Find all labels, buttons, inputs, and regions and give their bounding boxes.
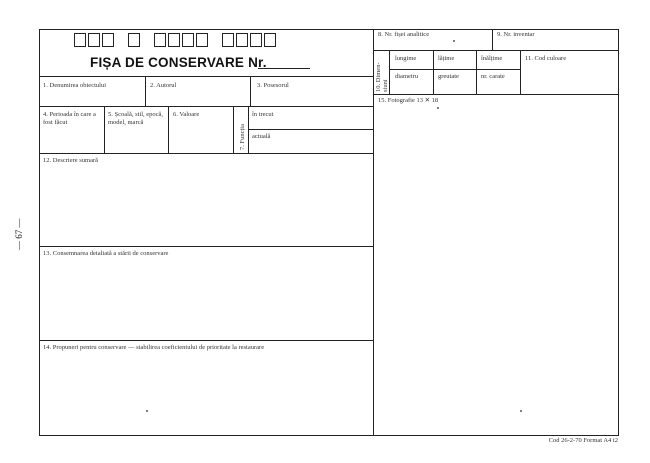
divider [373, 50, 619, 51]
field-15-label: 15. Fotografie 13 ✕ 18 [378, 97, 439, 104]
number-box [236, 33, 248, 47]
field-2-label: 2. Autorul [150, 82, 177, 89]
field-14-label: 14. Propuneri pentru conservare — stabilirea coeficientului de prioritate la restaurare [43, 344, 265, 351]
number-box [154, 33, 166, 47]
box-group [154, 33, 210, 47]
field-5-label: 5. Școală, stil, epocă, model, marcă [108, 111, 164, 126]
number-box [264, 33, 276, 47]
number-box [222, 33, 234, 47]
divider [492, 29, 493, 50]
field-8-label: 8. Nr. fișei analitice [378, 31, 430, 38]
form-code: Cod 26-2-70 Format A4 t2 [548, 437, 618, 444]
center-divider [373, 29, 374, 436]
page-number: — 67 — [14, 218, 24, 250]
divider [476, 50, 477, 94]
field-10-label: 10. Dimen-siuni [375, 62, 389, 92]
field-7-past: în trecut [252, 111, 274, 118]
divider [39, 106, 373, 107]
dim-length: lungime [395, 55, 417, 62]
speck [520, 410, 522, 412]
speck [146, 410, 148, 412]
divider [168, 106, 169, 153]
field-9-label: 9. Nr. inventar [497, 31, 535, 38]
divider [233, 106, 234, 153]
field-7-label: 7. Funcția [239, 124, 246, 150]
divider [39, 153, 373, 154]
divider [39, 340, 373, 341]
speck [453, 40, 455, 42]
divider [389, 69, 520, 70]
speck [437, 107, 439, 109]
box-group [128, 33, 142, 47]
form-frame [39, 29, 619, 436]
number-box [182, 33, 194, 47]
field-1-label: 1. Denumirea obiectului [43, 82, 106, 89]
divider [373, 94, 619, 95]
divider [39, 246, 373, 247]
field-7-current: actuală [252, 133, 271, 140]
number-box [102, 33, 114, 47]
dim-height: înălțime [481, 55, 503, 62]
number-box [128, 33, 140, 47]
divider [39, 76, 373, 77]
form-number-boxes [74, 33, 290, 47]
field-6-label: 6. Valoare [173, 111, 200, 118]
dim-carats: nr. carate [481, 73, 505, 80]
box-group [74, 33, 116, 47]
divider [520, 50, 521, 94]
field-11-label: 11. Cod culoare [525, 55, 567, 62]
field-13-label: 13. Consemnarea detaliată a stării de conservare [43, 250, 169, 257]
field-12-label: 12. Descriere sumară [43, 157, 99, 164]
dim-weight: greutate [438, 73, 459, 80]
number-box [88, 33, 100, 47]
divider [248, 129, 373, 130]
divider [104, 106, 105, 153]
number-box [168, 33, 180, 47]
divider [250, 76, 251, 106]
divider [433, 50, 434, 94]
number-box [250, 33, 262, 47]
divider [389, 50, 390, 94]
field-4-label: 4. Perioada în care a fost făcut [43, 111, 96, 126]
dim-diameter: diametru [395, 73, 419, 80]
number-box [74, 33, 86, 47]
field-3-label: 3. Posesorul [257, 82, 289, 89]
form-title: FIȘA DE CONSERVARE Nr. [90, 55, 267, 70]
form-number-line [258, 68, 310, 69]
dim-width: lățime [438, 55, 455, 62]
divider [145, 76, 146, 106]
box-group [222, 33, 278, 47]
number-box [196, 33, 208, 47]
